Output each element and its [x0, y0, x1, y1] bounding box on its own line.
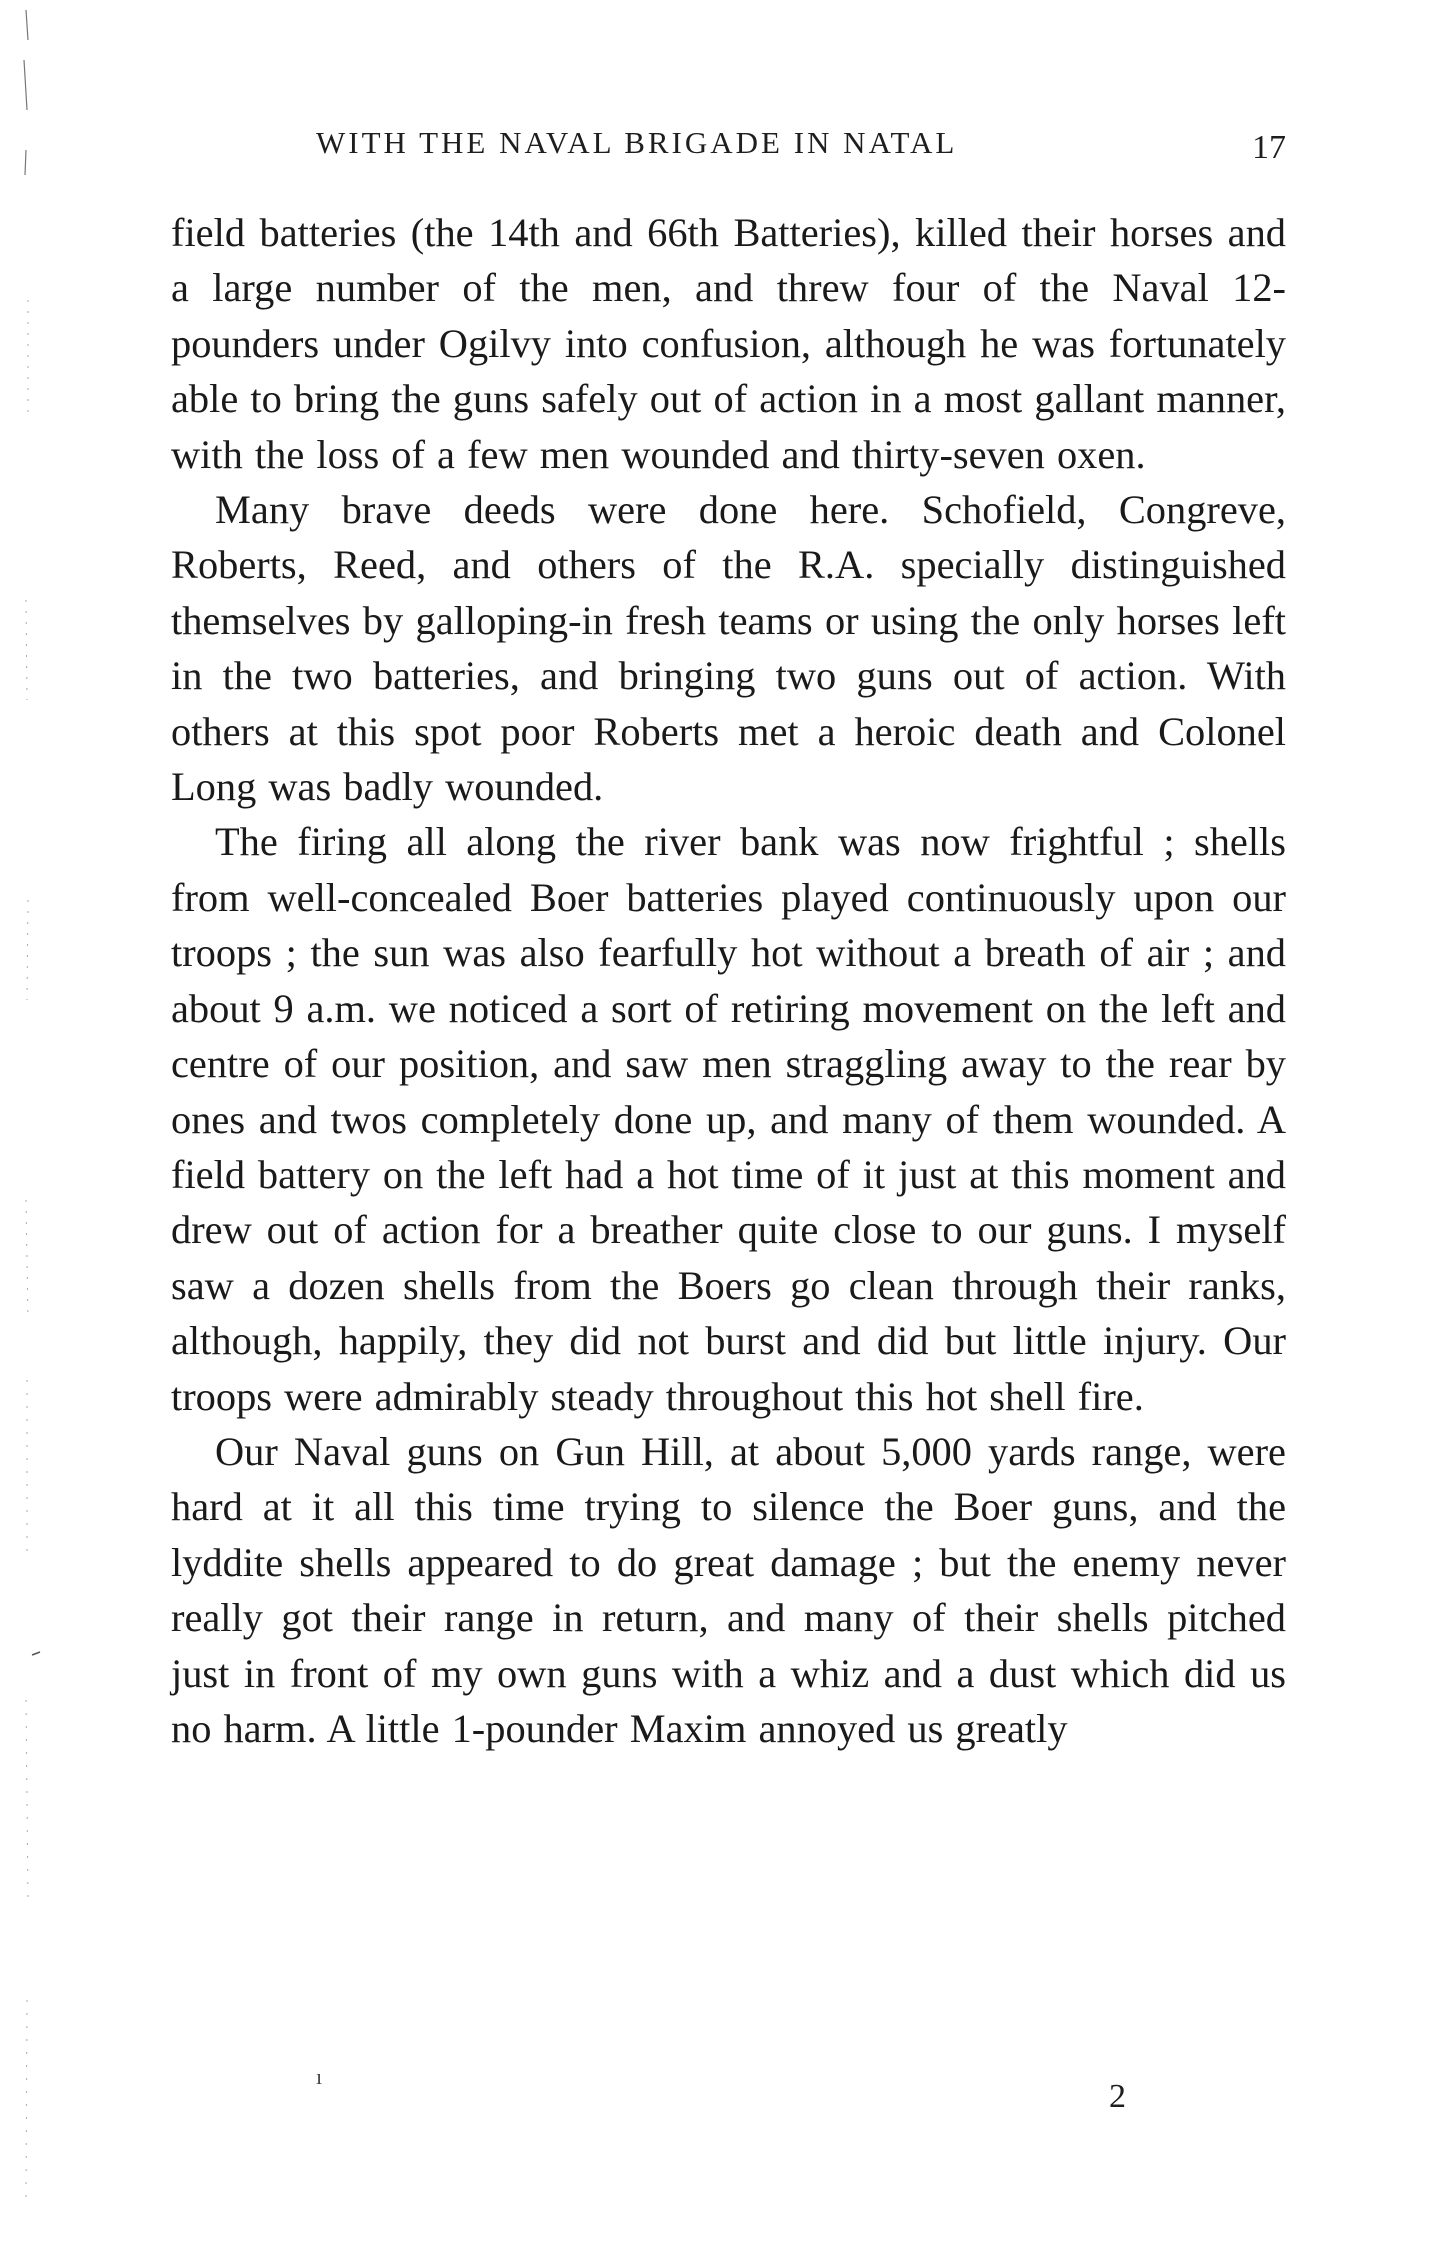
page-number: 17 — [1252, 129, 1286, 166]
running-head: WITH THE NAVAL BRIGADE IN NATAL — [316, 125, 958, 160]
stray-ink-mark: ı — [316, 2064, 323, 2089]
paragraph-1: field batteries (the 14th and 66th Batteries), killed their horses and a large number of the men, and threw four of the Naval 12-pounders under Ogilvy into confusion, although he was fortunately able to bring the guns safely out of action in a most gallant manner, with the loss of a few men wounded and thirty-seven oxen. — [171, 210, 1286, 477]
paragraph-4: Our Naval guns on Gun Hill, at about 5,000 yards range, were hard at it all this time trying to silence the Boer guns, and the lyddite shells appeared to do great damage ; but the enemy never really got their range in return, and many of their shells pitched just in front of my own guns with a whiz and a dust which did us no harm. A little 1-pounder Maxim annoyed us greatly — [171, 1428, 1286, 1751]
paragraph-3: The firing all along the river bank was now frightful ; shells from well-concealed Boer batteries played continuously upon our troops ; the sun was also fearfully hot without a breath of air ; and about 9 a.m. we noticed a sort of retiring movement on the left and centre of our position, and saw men straggling away to the rear by ones and twos completely done up, and many of them wounded. A field battery on the left had a hot time of it just at this moment and drew out of action for a breather quite close to our guns. I myself saw a dozen shells from the Boers go clean through their ranks, although, happily, they did not burst and did but little injury. Our troops were admirably steady throughout this hot shell fire. — [171, 819, 1286, 1419]
body-text — [171, 205, 1286, 1756]
paragraph-2: Many brave deeds were done here. Schofield, Congreve, Roberts, Reed, and others of the R.A. specially distinguished themselves by galloping-in fresh teams or using the only horses left in the two batteries, and bringing two guns out of action. With others at this spot poor Roberts met a heroic death and Colonel Long was badly wounded. — [171, 487, 1286, 810]
page-header — [316, 125, 1286, 175]
signature-mark: 2 — [1109, 2078, 1126, 2115]
gutter-scan-marks — [14, 0, 44, 2268]
